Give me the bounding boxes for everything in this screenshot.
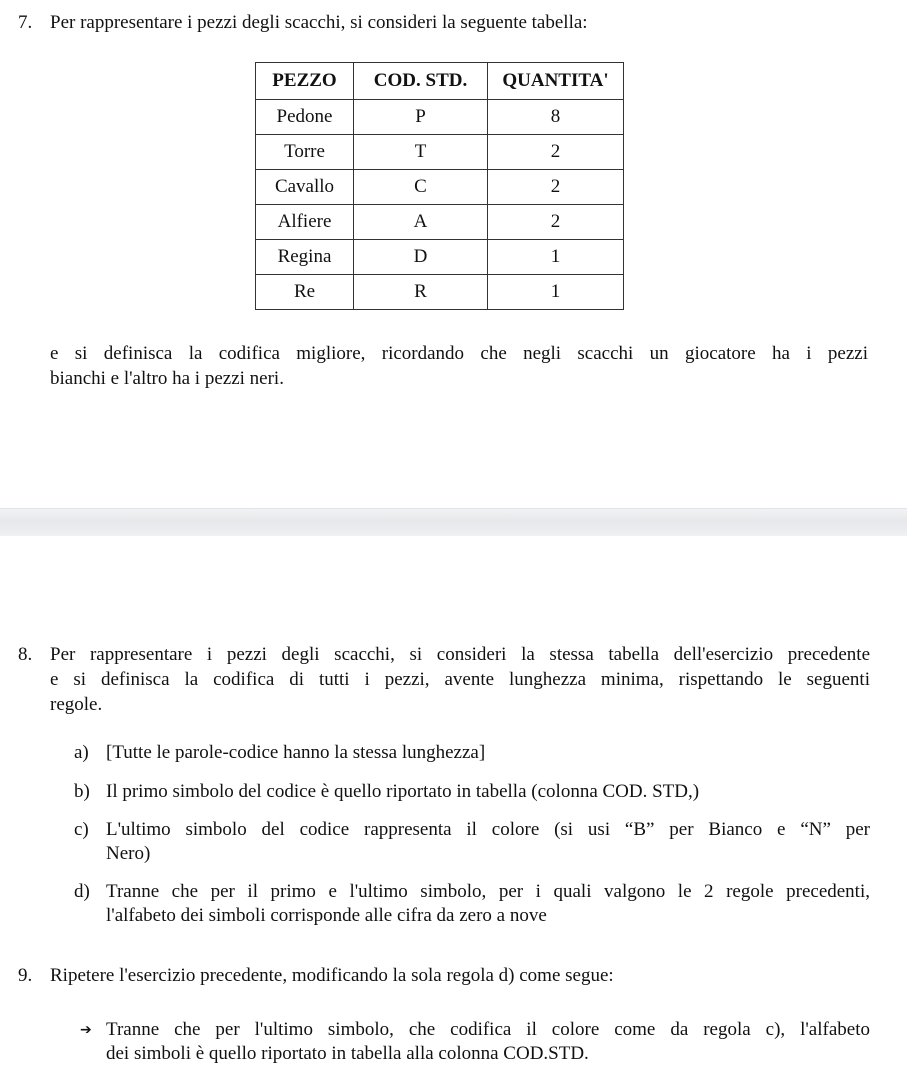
exercise-text-line: Per rappresentare i pezzi degli scacchi, si consideri la stessa tabella dell'esercizio precedente [50,644,870,665]
column-header: PEZZO [256,63,354,100]
rule-label: c) [74,819,89,840]
table-row [256,275,624,310]
exercise-text-line: Ripetere l'esercizio precedente, modificando la sola regola d) come segue: [50,965,614,986]
rule-text: Tranne che per il primo e l'ultimo simbolo, per i quali valgono le 2 regole precedenti, [106,881,870,902]
table-cell: 2 [488,170,624,205]
column-header: QUANTITA' [488,63,624,100]
arrow-right-icon: ➔ [80,1022,92,1038]
exercise-intro: Per rappresentare i pezzi degli scacchi, si consideri la seguente tabella: [50,12,588,33]
table-cell: 2 [488,205,624,240]
table-row [256,170,624,205]
table-cell: 8 [488,100,624,135]
table-row [256,135,624,170]
exercise-text-line: regole. [50,694,103,715]
table-cell: Cavallo [256,170,354,205]
table-cell: 2 [488,135,624,170]
bullet-text: dei simboli è quello riportato in tabella alla colonna COD.STD. [106,1043,589,1064]
table-row [256,205,624,240]
exercise-text-line: e si definisca la codifica di tutti i pezzi, avente lunghezza minima, rispettando le seguenti [50,669,870,690]
table-row [256,100,624,135]
table-cell: 1 [488,275,624,310]
rule-label: d) [74,881,90,902]
table-cell: Torre [256,135,354,170]
rule-text: l'alfabeto dei simboli corrisponde alle cifra da zero a nove [106,905,547,926]
chess-pieces-table [255,62,624,310]
table-cell: Regina [256,240,354,275]
table-cell: R [354,275,488,310]
exercise-text-line: e si definisca la codifica migliore, ricordando che negli scacchi un giocatore ha i pezzi [50,343,868,364]
table-cell: T [354,135,488,170]
rule-text: Il primo simbolo del codice è quello riportato in tabella (colonna COD. STD,) [106,781,700,802]
exercise-number: 8. [18,644,33,665]
table-cell: P [354,100,488,135]
rule-text: L'ultimo simbolo del codice rappresenta il colore (si usi “B” per Bianco e “N” per [106,819,870,840]
table-cell: C [354,170,488,205]
page-bottom [0,536,907,1075]
exercise-text-line: bianchi e l'altro ha i pezzi neri. [50,368,284,389]
table-row [256,240,624,275]
rule-text: [Tutte le parole-codice hanno la stessa lunghezza] [106,742,486,763]
table-cell: D [354,240,488,275]
exercise-number: 7. [18,12,33,33]
exercise-number: 9. [18,965,33,986]
page-separator [0,508,907,538]
table-cell: A [354,205,488,240]
rule-label: b) [74,781,90,802]
table-cell: 1 [488,240,624,275]
table-cell: Pedone [256,100,354,135]
table-cell: Alfiere [256,205,354,240]
bullet-text: Tranne che per l'ultimo simbolo, che codifica il colore come da regola c), l'alfabeto [106,1019,870,1040]
rule-label: a) [74,742,89,763]
rule-text: Nero) [106,843,151,864]
table-cell: Re [256,275,354,310]
table-header-row [256,63,624,100]
column-header: COD. STD. [354,63,488,100]
